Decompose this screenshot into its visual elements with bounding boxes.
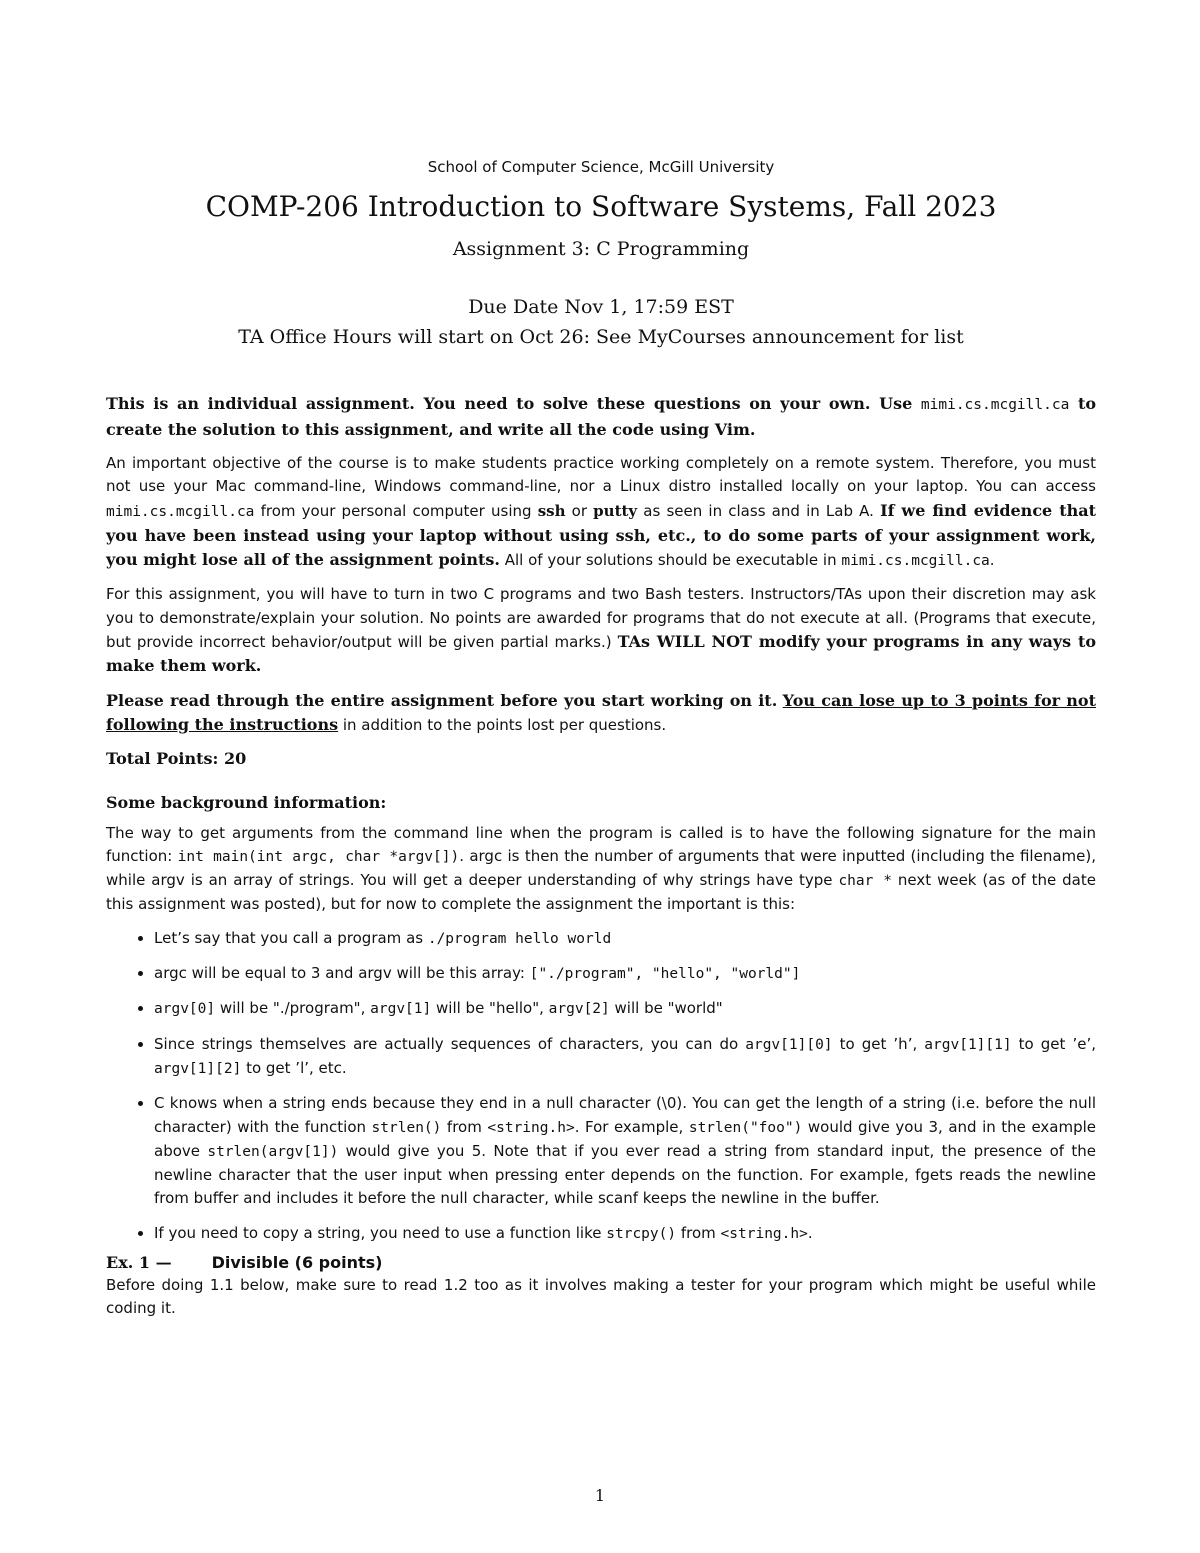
main-signature-code: int main(int argc, char *argv[]) bbox=[177, 848, 460, 865]
list-item-code: argv[1][2] bbox=[154, 1060, 242, 1077]
background-text-a: The way to get arguments from the command line when the program is called is to have the following signature for the main function: bbox=[106, 823, 1096, 865]
due-date: Due Date Nov 1, 17:59 EST bbox=[468, 296, 734, 318]
background-paragraph bbox=[106, 822, 1096, 917]
please-read-bold: Please read through the entire assignment before you start working on it. bbox=[106, 690, 778, 710]
course-title: COMP-206 Introduction to Software Systems, Fall 2023 bbox=[205, 190, 997, 223]
exercise-title: Divisible (6 points) bbox=[211, 1253, 383, 1273]
document-body bbox=[106, 392, 1096, 1331]
list-item-text: to get ’e’, bbox=[1011, 1034, 1097, 1053]
list-item bbox=[154, 962, 1096, 986]
list-item-text: If you need to copy a string, you need to use a function like bbox=[154, 1223, 607, 1242]
objective-warning: If we find evidence that you have been instead using your laptop without using ssh, etc., to do some parts of your assignment work, you might lose all of the assignment points. bbox=[106, 500, 1096, 570]
list-item bbox=[154, 1092, 1096, 1210]
list-item-code: argv[1][1] bbox=[924, 1036, 1012, 1053]
please-read-underlined: You can lose up to 3 points for not following the instructions bbox=[106, 690, 1096, 734]
assignment-title: Assignment 3: C Programming bbox=[452, 238, 750, 260]
list-item-text: would give you 5. Note that if you ever read a string from standard input, the presence of the newline character that the user input when pressing enter depends on the function. For example, fgets reads the newline from buffer and includes it before the null character, while scanf keeps the newline in the buffer. bbox=[154, 1141, 1096, 1208]
list-item-text: from bbox=[441, 1117, 488, 1136]
list-item-code: argv[1][0] bbox=[745, 1036, 833, 1053]
intro-server-code: mimi.cs.mcgill.ca bbox=[920, 397, 1070, 413]
list-item-code: strcpy() bbox=[606, 1225, 677, 1242]
list-item-text: . For example, bbox=[574, 1117, 689, 1136]
list-item-text: from bbox=[676, 1223, 721, 1242]
list-item-text: will be "./program", bbox=[215, 999, 371, 1018]
turnin-paragraph bbox=[106, 583, 1096, 678]
background-text-c: next week (as of the date this assignment was posted), but for now to complete the assignment the important is this: bbox=[106, 871, 1096, 914]
list-item-code: strlen() bbox=[371, 1119, 442, 1136]
list-item-text: argc will be equal to 3 and argv will be this array: bbox=[154, 964, 530, 983]
please-read-rest: in addition to the points lost per questions. bbox=[338, 715, 667, 734]
turnin-text: For this assignment, you will have to turn in two C programs and two Bash testers. Instructors/TAs upon their discretion may ask you to demonstrate/explain your solution. No points are awarded for programs that do not execute at all. (Programs that execute, but provide incorrect behavior/output will be given partial marks.) bbox=[106, 585, 1096, 652]
list-item-code: strlen("foo") bbox=[688, 1119, 803, 1136]
total-points: Total Points: 20 bbox=[106, 749, 247, 769]
list-item-code: <string.h> bbox=[487, 1119, 575, 1136]
char-pointer-code: char * bbox=[838, 873, 892, 890]
list-item-text: Let’s say that you call a program as bbox=[154, 928, 428, 947]
list-item-code: <string.h> bbox=[720, 1225, 808, 1242]
ta-office-hours: TA Office Hours will start on Oct 26: See MyCourses announcement for list bbox=[238, 326, 964, 348]
list-item-text: will be "world" bbox=[609, 999, 723, 1018]
list-item-text: . bbox=[807, 1223, 813, 1242]
objective-ssh: ssh bbox=[537, 501, 566, 520]
page-number: 1 bbox=[594, 1486, 606, 1505]
list-item-code: strlen(argv[1]) bbox=[207, 1143, 339, 1160]
list-item-text: C knows when a string ends because they end in a null character (\0). You can get the length of a string (i.e. before the null character) with the function bbox=[154, 1094, 1096, 1136]
list-item-code: argv[1] bbox=[370, 1001, 432, 1018]
objective-text-e: . bbox=[989, 551, 995, 570]
school-name: School of Computer Science, McGill University bbox=[427, 158, 775, 176]
objective-server-code: mimi.cs.mcgill.ca bbox=[106, 503, 255, 520]
list-item bbox=[154, 1222, 1096, 1246]
list-item bbox=[154, 927, 1096, 951]
background-heading: Some background information: bbox=[106, 792, 387, 812]
background-text-b: . argc is then the number of arguments that were inputted (including the filename), while argv is an array of strings. You will get a deeper understanding of why strings have type bbox=[106, 846, 1096, 890]
background-list bbox=[106, 927, 1096, 1246]
objective-putty: putty bbox=[593, 501, 638, 520]
list-item-text: to get ’l’, etc. bbox=[241, 1058, 347, 1077]
exercise-text: Before doing 1.1 below, make sure to read 1.2 too as it involves making a tester for your program which might be useful while coding it. bbox=[106, 1276, 1096, 1318]
list-item-code: argv[2] bbox=[548, 1001, 610, 1018]
please-read-paragraph bbox=[106, 689, 1096, 738]
intro-text-end: to create the solution to this assignment, and write all the code using Vim. bbox=[106, 394, 1097, 439]
list-item-text: Since strings themselves are actually sequences of characters, you can do bbox=[154, 1034, 746, 1053]
objective-server-code-2: mimi.cs.mcgill.ca bbox=[841, 553, 990, 570]
objective-paragraph bbox=[106, 452, 1096, 573]
intro-text: This is an individual assignment. You need to solve these questions on your own. Use bbox=[106, 394, 921, 413]
list-item-text: will be "hello", bbox=[431, 999, 549, 1018]
list-item-code: ./program hello world bbox=[427, 930, 612, 947]
exercise-number: Ex. 1 — bbox=[106, 1253, 172, 1273]
objective-text-d: All of your solutions should be executable in bbox=[499, 551, 842, 570]
list-item bbox=[154, 1033, 1096, 1082]
objective-text-b: from your personal computer using bbox=[254, 501, 538, 520]
objective-text-c: as seen in class and in Lab A. bbox=[637, 501, 881, 520]
list-item-code: argv[0] bbox=[154, 1001, 216, 1018]
objective-or: or bbox=[565, 501, 594, 520]
turnin-warning: TAs WILL NOT modify your programs in any ways to make them work. bbox=[106, 632, 1097, 676]
list-item bbox=[154, 997, 1096, 1021]
list-item-text: would give you 3, and in the example above bbox=[154, 1117, 1097, 1160]
objective-text-a: An important objective of the course is to make students practice working completely on a remote system. Therefore, you must not use your Mac command-line, Windows command-line, nor a Linux distro installed locally on your laptop. You can access bbox=[106, 454, 1096, 496]
list-item-code: ["./program", "hello", "world"] bbox=[529, 966, 801, 983]
exercise-heading bbox=[106, 1252, 1096, 1274]
intro-paragraph bbox=[106, 392, 1096, 441]
list-item-text: to get ’h’, bbox=[832, 1034, 925, 1053]
